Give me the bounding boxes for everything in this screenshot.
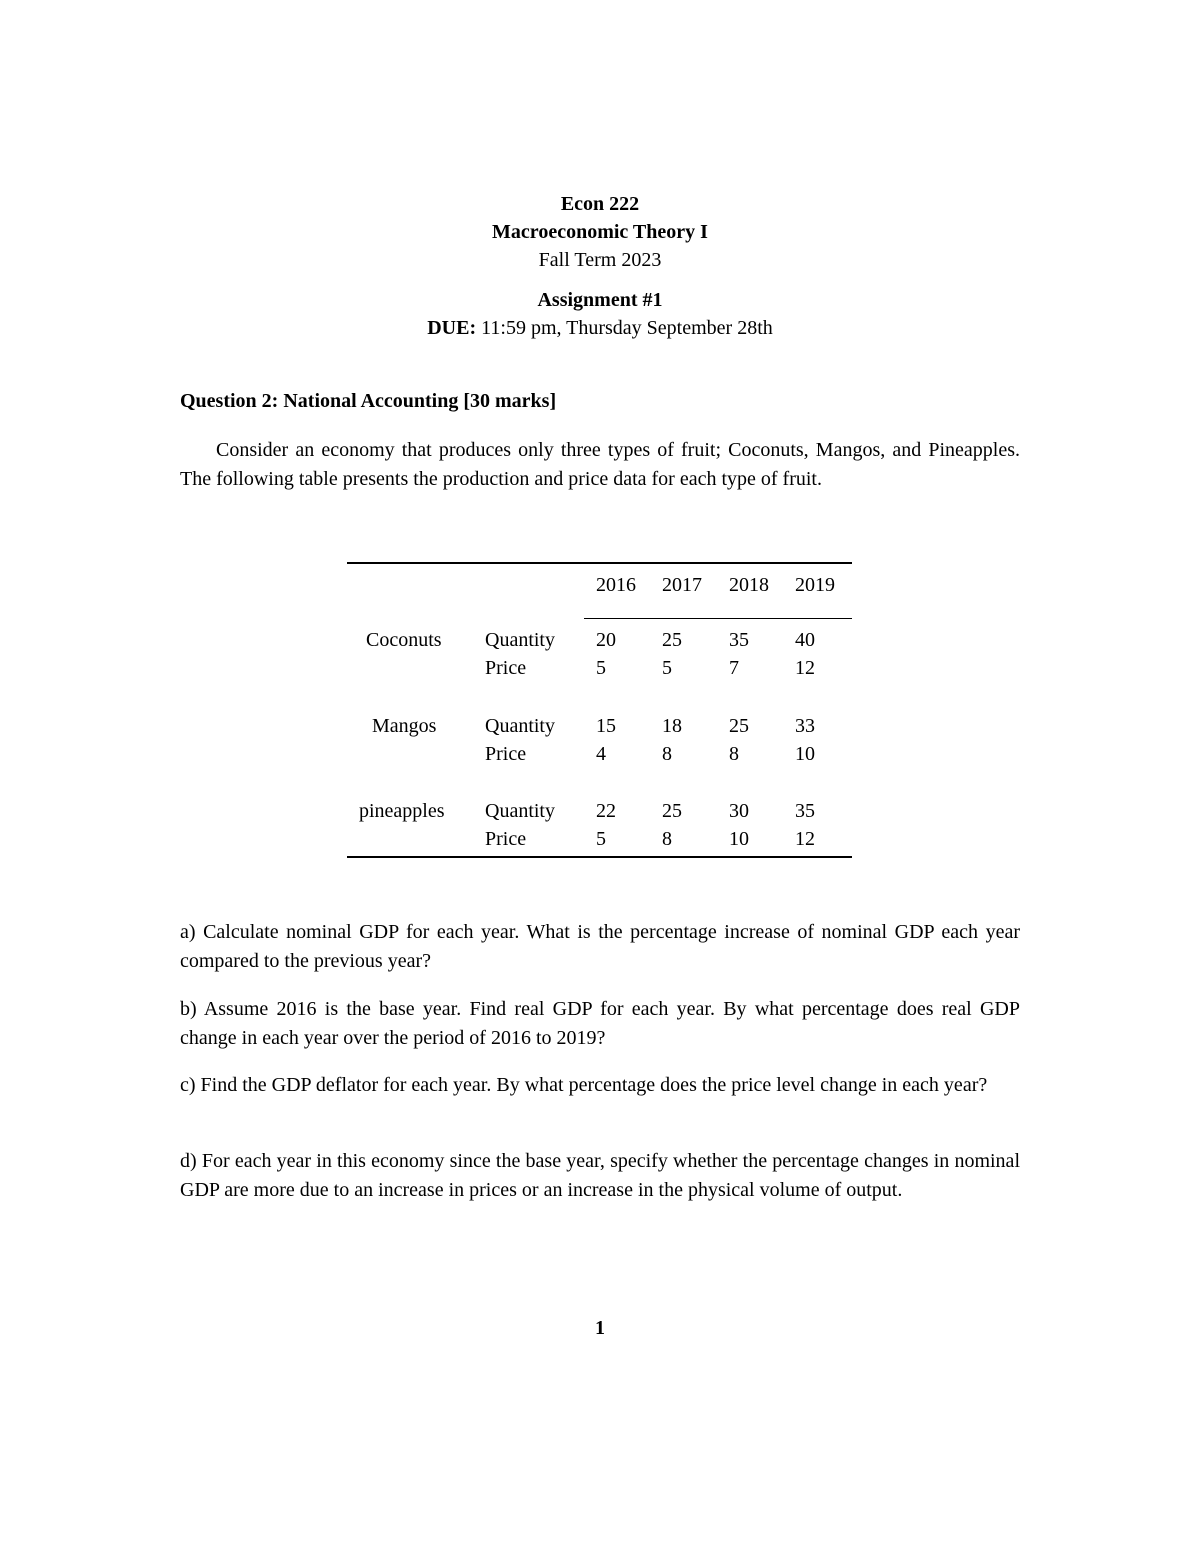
assignment-block (0, 286, 1200, 342)
table-cell: 22 (596, 800, 616, 822)
page-number: 1 (595, 1317, 605, 1339)
table-bottom-rule (347, 856, 852, 858)
table-cell: 20 (596, 629, 616, 651)
table-cell: 8 (662, 743, 672, 765)
row-label-quantity: Quantity (485, 715, 555, 737)
table-cell: 25 (662, 629, 682, 651)
table-cell: 30 (729, 800, 749, 822)
table-cell: 35 (795, 800, 815, 822)
part-b: b) Assume 2016 is the base year. Find real GDP for each year. By what percentage does real GDP change in each year over the period of 2016 to 2019? (180, 998, 1020, 1049)
title-block (0, 190, 1200, 274)
row-label-price: Price (485, 657, 527, 679)
table-cell: 25 (729, 715, 749, 737)
table-header-rule (584, 618, 852, 619)
question-heading: Question 2: National Accounting [30 marks] (180, 390, 557, 412)
question-intro: Consider an economy that produces only three types of fruit; Coconuts, Mangos, and Pineapples. The following table presents the production and price data for each type of fruit. (180, 439, 1020, 490)
table-cell: 10 (729, 828, 749, 850)
part-c: c) Find the GDP deflator for each year. By what percentage does the price level change in each year? (180, 1074, 988, 1096)
part-a: a) Calculate nominal GDP for each year. What is the percentage increase of nominal GDP each year compared to the previous year? (180, 921, 1020, 972)
table-cell: 5 (662, 657, 672, 679)
row-label-quantity: Quantity (485, 629, 555, 651)
year-header-2019: 2019 (795, 574, 835, 596)
course-title: Macroeconomic Theory I (492, 221, 708, 243)
table-cell: 8 (662, 828, 672, 850)
table-cell: 15 (596, 715, 616, 737)
table-top-rule (347, 562, 852, 564)
year-header-2017: 2017 (662, 574, 702, 596)
table-cell: 12 (795, 657, 815, 679)
table-cell: 4 (596, 743, 606, 765)
row-label-price: Price (485, 828, 527, 850)
term: Fall Term 2023 (538, 249, 662, 271)
table-cell: 25 (662, 800, 682, 822)
table-cell: 33 (795, 715, 815, 737)
due-text: 11:59 pm, Thursday September 28th (476, 317, 773, 339)
due-label: DUE: (427, 317, 477, 339)
row-label-fruit: pineapples (359, 800, 445, 822)
assignment-title: Assignment #1 (537, 289, 663, 311)
table-cell: 12 (795, 828, 815, 850)
table-cell: 18 (662, 715, 682, 737)
year-header-2016: 2016 (596, 574, 636, 596)
row-label-quantity: Quantity (485, 800, 555, 822)
row-label-fruit: Mangos (372, 715, 437, 737)
table-cell: 35 (729, 629, 749, 651)
table-cell: 10 (795, 743, 815, 765)
row-label-fruit: Coconuts (366, 629, 442, 651)
table-cell: 5 (596, 657, 606, 679)
year-header-2018: 2018 (729, 574, 769, 596)
table-cell: 8 (729, 743, 739, 765)
table-cell: 7 (729, 657, 739, 679)
course-code: Econ 222 (560, 193, 640, 215)
part-d: d) For each year in this economy since the base year, specify whether the percentage changes in nominal GDP are more due to an increase in prices or an increase in the physical volume of output. (180, 1150, 1020, 1201)
row-label-price: Price (485, 743, 527, 765)
table-cell: 40 (795, 629, 815, 651)
due-line (0, 314, 1200, 342)
table-cell: 5 (596, 828, 606, 850)
